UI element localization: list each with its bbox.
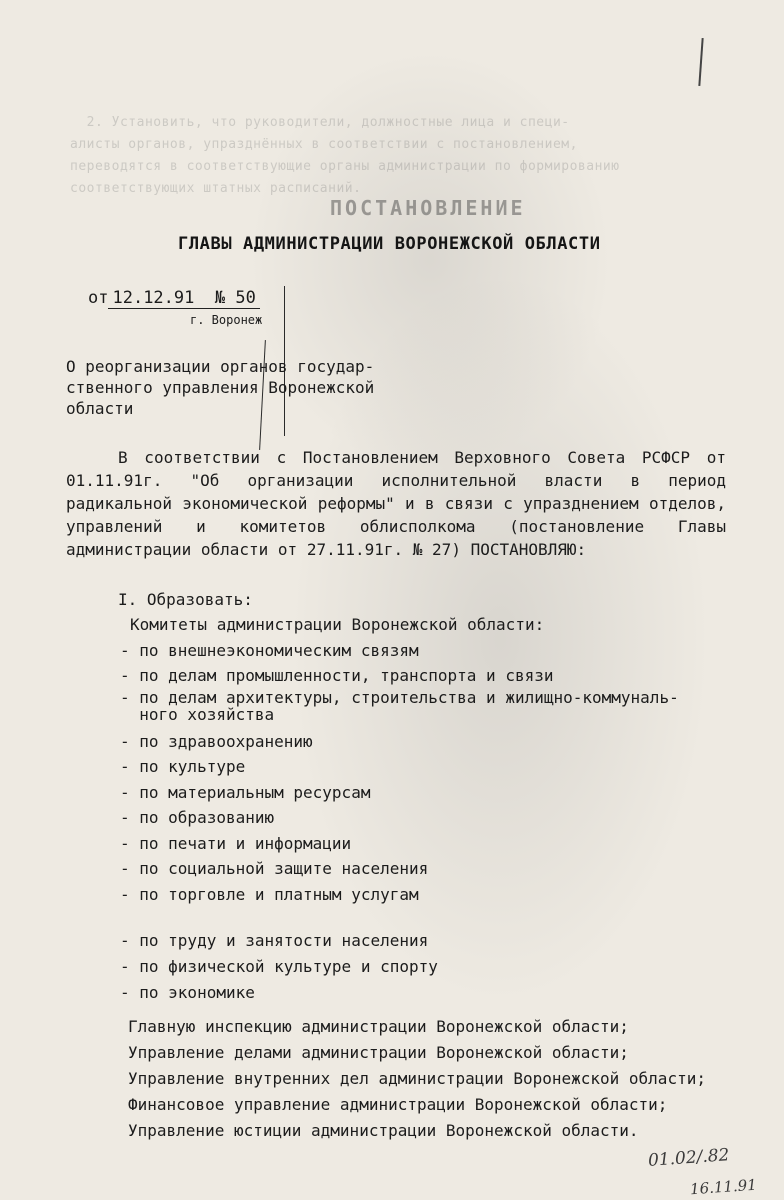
list-item: - по здравоохранению	[120, 731, 313, 751]
list-item: Управление внутренних дел администрации Воронежской области;	[128, 1069, 706, 1088]
document-subject: О реорганизации органов государ-ственного управления Воронежской области	[66, 357, 375, 418]
list-item: - по социальной защите населения	[120, 859, 429, 878]
bleed-through-title: ПОСТАНОВЛЕНИЕ	[330, 196, 526, 220]
date-prefix: от	[88, 288, 109, 308]
date-number-line	[88, 288, 260, 308]
document-date: 12.12.91	[112, 288, 195, 308]
list-item: Управление юстиции администрации Воронежской области.	[128, 1121, 639, 1140]
list-item: - по внешнеэкономическим связям	[120, 640, 419, 660]
list-item: - по печати и информации	[120, 833, 352, 853]
list-item: - по образованию	[120, 808, 275, 827]
document-preamble	[66, 446, 726, 561]
document-heading: ГЛАВЫ АДМИНИСТРАЦИИ ВОРОНЕЖСКОЙ ОБЛАСТИ	[178, 234, 601, 254]
section-heading: I. Образовать:	[118, 590, 253, 609]
list-item: Финансовое управление администрации Воронежской области;	[128, 1095, 668, 1114]
list-item: - по физической культуре и спорту	[120, 957, 438, 976]
committees-list-continued	[120, 928, 740, 1006]
list-item: - по материальным ресурсам	[120, 782, 371, 802]
bleed-through-text: 2. Установить, что руководители, должностные лица и специ- алисты органов, упразднённых в соответствии с постановлением, переводятся в соответствующие органы администрации по формированию соответствующих штатных расписаний.	[70, 115, 620, 196]
committees-list	[120, 612, 740, 907]
list-item: - по делам промышленности, транспорта и связи	[120, 666, 554, 685]
handwritten-note: 01.02/.82	[647, 1145, 731, 1171]
list-item: - по культуре	[120, 757, 246, 776]
list-item: Главную инспекцию администрации Воронежской области;	[128, 1017, 629, 1036]
committees-label: Комитеты администрации Воронежской области:	[130, 615, 545, 634]
handwritten-note: 16.11.91	[689, 1175, 758, 1199]
list-item: - по труду и занятости населения	[120, 931, 429, 950]
list-item: - по делам архитектуры, строительства и жилищно-коммуналь- ного хозяйства	[120, 687, 679, 724]
list-item: Управление делами администрации Воронежской области;	[128, 1043, 629, 1062]
document-city: г. Воронеж	[190, 313, 263, 327]
administration-bodies-list	[128, 1014, 768, 1144]
list-item: - по экономике	[120, 983, 255, 1002]
list-item: - по торговле и платным услугам	[120, 884, 419, 904]
handwritten-mark	[698, 38, 703, 86]
preamble-text: В соответствии с Постановлением Верховного Совета РСФСР от 01.11.91г. "Об организации исполнительной власти в период радикальной экономической реформы" и в связи с упразднением отделов, управлений и комитетов облисполкома (постановление Главы администрации области от 27.11.91г. № 27) ПОСТАНОВЛЯЮ:	[66, 448, 726, 559]
document-number: № 50	[214, 288, 256, 308]
